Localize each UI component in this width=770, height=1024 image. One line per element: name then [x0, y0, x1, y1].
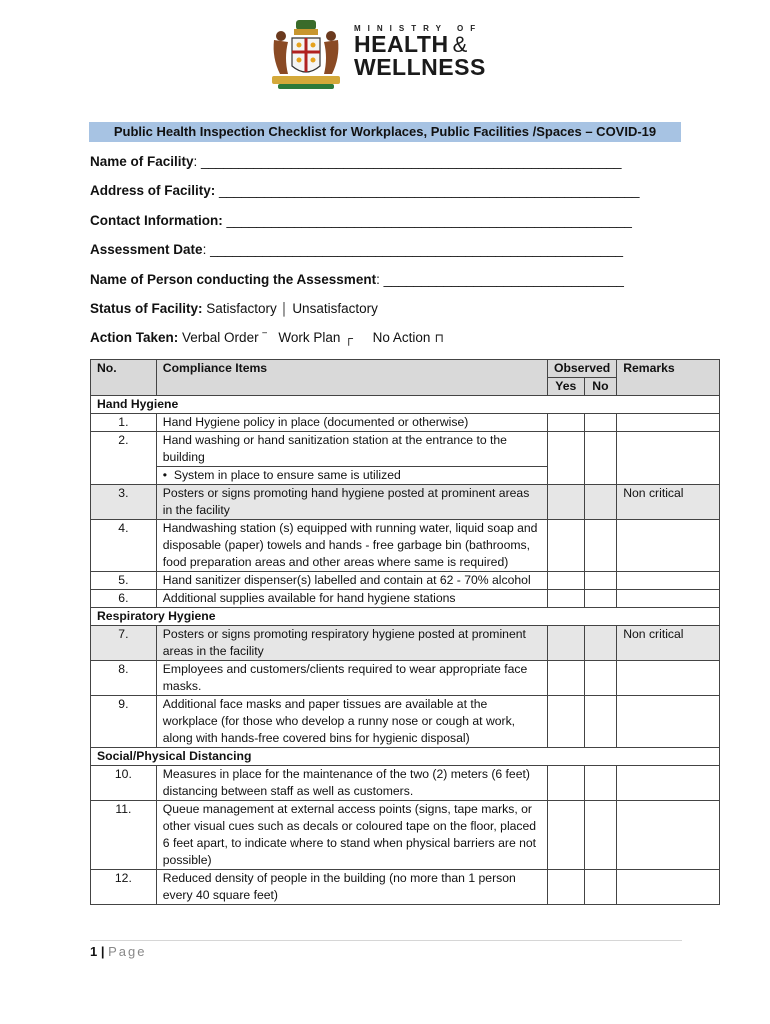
- row-yes-cell[interactable]: [547, 626, 584, 661]
- row-item-text: Measures in place for the maintenance of the two (2) meters (6 feet) distancing between staff as well as customers.: [156, 766, 547, 801]
- status-satisfactory-label: Satisfactory: [206, 301, 277, 316]
- action-taken-label: Action Taken:: [90, 330, 179, 345]
- row-no-cell[interactable]: [584, 766, 617, 801]
- row-item-text: Hand washing or hand sanitization station at the entrance to the building: [156, 432, 547, 467]
- row-yes-cell[interactable]: [547, 520, 584, 572]
- row-item-text: Handwashing station (s) equipped with running water, liquid soap and disposable (paper) towels and hands - free garbage bin (bathrooms, food preparation areas and other areas where same is required): [156, 520, 547, 572]
- table-row: [91, 696, 720, 748]
- action-no-action-label: No Action: [372, 330, 431, 345]
- section-title: Social/Physical Distancing: [91, 748, 720, 766]
- row-number: 8.: [91, 661, 157, 696]
- footer-divider: [90, 940, 682, 941]
- logo-amp: &: [452, 32, 468, 57]
- header-no: No.: [91, 360, 157, 396]
- row-number: 6.: [91, 590, 157, 608]
- row-remarks-cell[interactable]: [617, 766, 720, 801]
- row-no-cell[interactable]: [584, 696, 617, 748]
- row-no-cell[interactable]: [584, 626, 617, 661]
- status-unsatisfactory-label: Unsatisfactory: [292, 301, 378, 316]
- logo-health-text: HEALTH: [354, 31, 449, 57]
- page-footer: [90, 944, 146, 959]
- facility-status-field: [90, 301, 378, 316]
- row-bullet-text: System in place to ensure same is utilized: [173, 468, 401, 482]
- assessor-name-field[interactable]: [90, 272, 624, 287]
- page-number: 1: [90, 944, 98, 959]
- assessment-date-line: : _______________________________________________________: [202, 242, 624, 257]
- row-no-cell[interactable]: [584, 485, 617, 520]
- contact-info-label: Contact Information:: [90, 213, 223, 228]
- row-yes-cell[interactable]: [547, 766, 584, 801]
- row-yes-cell[interactable]: [547, 572, 584, 590]
- row-no-cell[interactable]: [584, 590, 617, 608]
- row-item-text: Additional supplies available for hand hygiene stations: [156, 590, 547, 608]
- row-number: 7.: [91, 626, 157, 661]
- contact-info-line: ______________________________________________________: [222, 213, 632, 228]
- header-observed: Observed: [547, 360, 616, 378]
- action-verbal-order-checkbox[interactable]: ‾: [262, 331, 267, 345]
- ministry-logo: [266, 18, 506, 92]
- row-remarks-cell[interactable]: [617, 870, 720, 905]
- row-remarks-cell[interactable]: Non critical: [617, 485, 720, 520]
- row-remarks-cell[interactable]: [617, 520, 720, 572]
- header-yes: Yes: [547, 378, 584, 396]
- assessment-date-label: Assessment Date: [90, 242, 203, 257]
- logo-line-wellness: WELLNESS: [354, 54, 486, 80]
- logo-line-ministry: MINISTRY OF: [354, 24, 483, 33]
- row-no-cell[interactable]: [584, 661, 617, 696]
- facility-address-label: Address of Facility:: [90, 183, 216, 198]
- row-remarks-cell[interactable]: Non critical: [617, 626, 720, 661]
- header-compliance-items: Compliance Items: [156, 360, 547, 396]
- table-row: [91, 432, 720, 467]
- assessor-name-line: : ________________________________: [376, 272, 624, 287]
- table-row: [91, 520, 720, 572]
- row-yes-cell[interactable]: [547, 432, 584, 485]
- row-no-cell[interactable]: [584, 432, 617, 485]
- compliance-checklist-table: [90, 359, 720, 905]
- row-yes-cell[interactable]: [547, 696, 584, 748]
- row-item-text: Hand sanitizer dispenser(s) labelled and contain at 62 - 70% alcohol: [156, 572, 547, 590]
- facility-name-label: Name of Facility: [90, 154, 194, 169]
- row-number: 1.: [91, 414, 157, 432]
- action-verbal-order-label: Verbal Order: [182, 330, 259, 345]
- row-remarks-cell[interactable]: [617, 801, 720, 870]
- facility-status-label: Status of Facility:: [90, 301, 203, 316]
- page-word: Page: [108, 944, 147, 959]
- row-no-cell[interactable]: [584, 870, 617, 905]
- section-hand-hygiene: [91, 396, 720, 414]
- logo-wordmark: [354, 24, 486, 79]
- row-remarks-cell[interactable]: [617, 414, 720, 432]
- row-number: 5.: [91, 572, 157, 590]
- assessment-date-field[interactable]: [90, 242, 623, 257]
- row-yes-cell[interactable]: [547, 870, 584, 905]
- section-title: Hand Hygiene: [91, 396, 720, 414]
- row-number: 11.: [91, 801, 157, 870]
- row-yes-cell[interactable]: [547, 414, 584, 432]
- row-number: 12.: [91, 870, 157, 905]
- row-number: 9.: [91, 696, 157, 748]
- logo-line-health: [354, 33, 486, 56]
- row-yes-cell[interactable]: [547, 801, 584, 870]
- row-remarks-cell[interactable]: [617, 661, 720, 696]
- row-item-text: Posters or signs promoting respiratory hygiene posted at prominent areas in the facility: [156, 626, 547, 661]
- table-row: [91, 766, 720, 801]
- table-row: [91, 485, 720, 520]
- row-number: 2.: [91, 432, 157, 485]
- document-title: Public Health Inspection Checklist for Workplaces, Public Facilities /Spaces – COVID-19: [89, 122, 681, 142]
- table-row: [91, 870, 720, 905]
- facility-address-field[interactable]: [90, 183, 639, 198]
- row-item-text: Additional face masks and paper tissues are available at the workplace (for those who develop a runny nose or cough at work, along with hands-free covered bins for hygienic disposal): [156, 696, 547, 748]
- row-remarks-cell[interactable]: [617, 432, 720, 485]
- action-taken-field: [90, 330, 448, 345]
- coat-of-arms-icon: [266, 18, 346, 92]
- row-item-text: Reduced density of people in the building (no more than 1 person every 40 square feet): [156, 870, 547, 905]
- status-satisfactory-checkbox[interactable]: │: [280, 302, 289, 316]
- header-remarks: Remarks: [617, 360, 720, 396]
- row-no-cell[interactable]: [584, 520, 617, 572]
- table-row: [91, 572, 720, 590]
- section-respiratory-hygiene: [91, 608, 720, 626]
- row-no-cell[interactable]: [584, 414, 617, 432]
- row-remarks-cell[interactable]: [617, 590, 720, 608]
- row-remarks-cell[interactable]: [617, 572, 720, 590]
- row-item-text: Posters or signs promoting hand hygiene posted at prominent areas in the facility: [156, 485, 547, 520]
- assessor-name-label: Name of Person conducting the Assessment: [90, 272, 377, 287]
- row-no-cell[interactable]: [584, 801, 617, 870]
- row-yes-cell[interactable]: [547, 485, 584, 520]
- row-yes-cell[interactable]: [547, 590, 584, 608]
- table-row: [91, 414, 720, 432]
- row-item-text: Hand Hygiene policy in place (documented or otherwise): [156, 414, 547, 432]
- row-yes-cell[interactable]: [547, 661, 584, 696]
- row-item-text: Queue management at external access points (signs, tape marks, or other visual cues such as decals or coloured tape on the floor, placed 6 feet apart, to indicate where to stand when physical barriers are not possible): [156, 801, 547, 870]
- page-separator: |: [97, 944, 109, 959]
- row-number: 4.: [91, 520, 157, 572]
- row-no-cell[interactable]: [584, 572, 617, 590]
- row-number: 10.: [91, 766, 157, 801]
- table-row: [91, 661, 720, 696]
- table-row: [91, 801, 720, 870]
- facility-name-line: : ________________________________________________________: [193, 154, 622, 169]
- action-no-action-checkbox[interactable]: ⊓: [434, 331, 444, 345]
- facility-name-field[interactable]: [90, 154, 621, 169]
- contact-info-field[interactable]: [90, 213, 632, 228]
- row-remarks-cell[interactable]: [617, 696, 720, 748]
- facility-address-line: ________________________________________________________: [215, 183, 640, 198]
- row-item-text: Employees and customers/clients required to wear appropriate face masks.: [156, 661, 547, 696]
- section-social-distancing: [91, 748, 720, 766]
- table-row: [91, 590, 720, 608]
- header-no-option: No: [584, 378, 617, 396]
- row-bullet-item: • System in place to ensure same is utilized: [156, 467, 547, 485]
- section-title: Respiratory Hygiene: [91, 608, 720, 626]
- action-work-plan-checkbox[interactable]: ┌: [344, 331, 353, 345]
- table-row: [91, 626, 720, 661]
- action-work-plan-label: Work Plan: [278, 330, 341, 345]
- row-number: 3.: [91, 485, 157, 520]
